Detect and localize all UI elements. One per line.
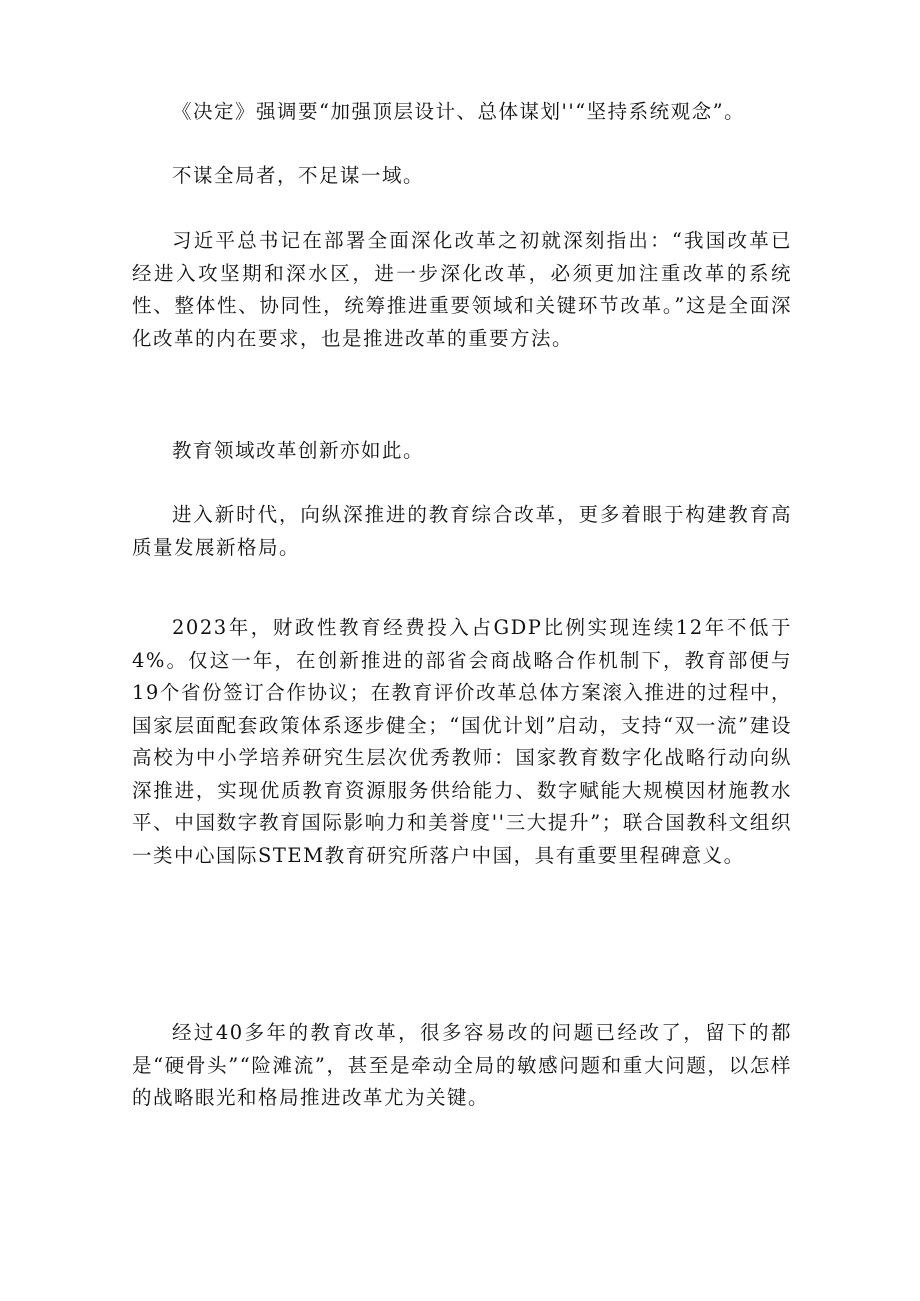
paragraph-2: 不谋全局者，不足谋一域。 (172, 164, 425, 187)
paragraph-5: 进入新时代，向纵深推进的教育综合改革，更多着眼于构建教育高质量发展新格局。 (132, 503, 792, 559)
paragraph-4: 教育领域改革创新亦如此。 (172, 439, 425, 462)
paragraph-7: 经过40多年的教育改革，很多容易改的问题已经改了，留下的都是“硬骨头”“险滩流”，甚至是牵动全局的敏感问题和重大问题，以怎样的战略眼光和格局推进改革尤为关键。 (132, 1021, 792, 1109)
paragraph-3: 习近平总书记在部署全面深化改革之初就深刻指出：“我国改革已经进入攻坚期和深水区，进一步深化改革，必须更加注重改革的系统性、整体性、协同性，统筹推进重要领域和关键环节改革。”这是全面深化改革的内在要求，也是推进改革的重要方法。 (132, 229, 792, 350)
paragraph-1: 《决定》强调要“加强顶层设计、总体谋划''“坚持系统观念”。 (172, 100, 746, 123)
paragraph-6: 2023年，财政性教育经费投入占GDP比例实现连续12年不低于4%。仅这一年，在创新推进的部省会商战略合作机制下，教育部便与19个省份签订合作协议；在教育评价改革总体方案滚入推进的过程中，国家层面配套政策体系逐步健全；“国优计划”启动，支持“双一流”建设高校为中小学培养研究生层次优秀教师：国家教育数字化战略行动向纵深推进，实现优质教育资源服务供给能力、数字赋能大规模因材施教水平、中国数字教育国际影响力和美誉度''三大提升”；联合国教科文组织一类中心国际STEM教育研究所落户中国，具有重要里程碑意义。 (132, 616, 792, 867)
